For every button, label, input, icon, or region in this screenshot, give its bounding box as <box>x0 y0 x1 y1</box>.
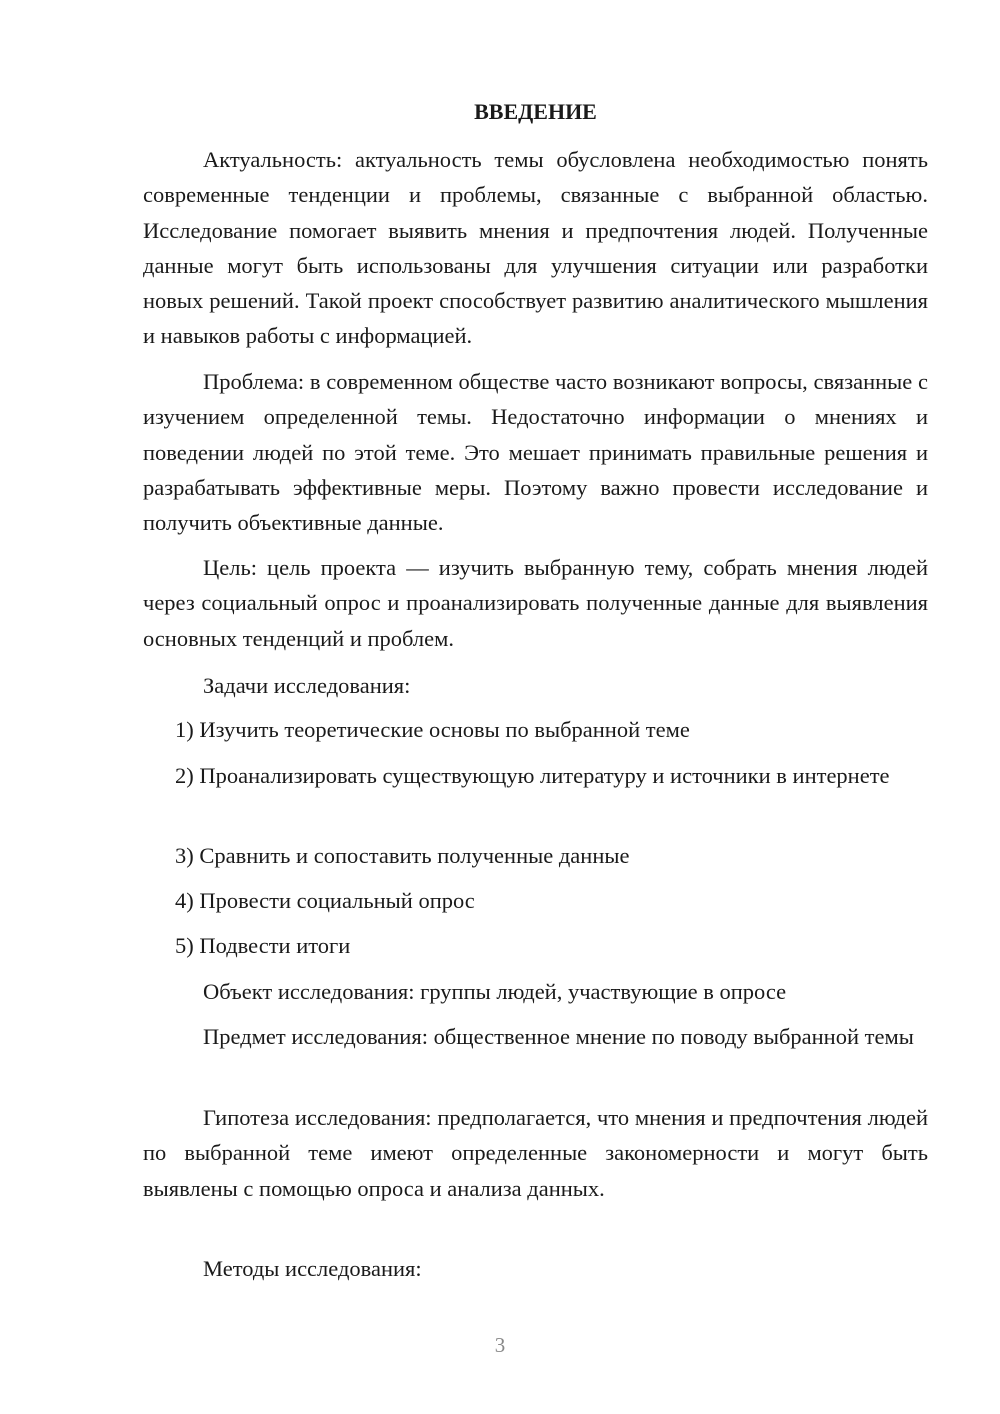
goal-paragraph: Цель: цель проекта — изучить выбранную тему, собрать мнения людей через социальный опрос и проанализировать полученные данные для выявления основных тенденций и проблем. <box>143 555 928 651</box>
task-item-4: 4) Провести социальный опрос <box>175 888 475 913</box>
task-item-3: 3) Сравнить и сопоставить полученные данные <box>175 843 630 868</box>
object-paragraph: Объект исследования: группы людей, участвующие в опросе <box>203 979 787 1004</box>
section-heading: ВВЕДЕНИЕ <box>474 99 597 124</box>
hypothesis-paragraph: Гипотеза исследования: предполагается, что мнения и предпочтения людей по выбранной теме имеют определенные закономерности и могут быть выявлены с помощью опроса и анализа данных. <box>143 1105 928 1201</box>
task-item-1: 1) Изучить теоретические основы по выбранной теме <box>175 717 690 742</box>
task-item-5: 5) Подвести итоги <box>175 933 351 958</box>
methods-heading: Методы исследования: <box>203 1256 422 1281</box>
subject-paragraph: Предмет исследования: общественное мнение по поводу выбранной темы <box>203 1024 914 1049</box>
task-item-2: 2) Проанализировать существующую литературу и источники в интернете <box>175 763 890 788</box>
problem-paragraph: Проблема: в современном обществе часто возникают вопросы, связанные с изучением определенной темы. Недостаточно информации о мнениях и поведении людей по этой теме. Это мешает принимать правильные решения и разрабатывать эффективные меры. Поэтому важно провести исследование и получить объективные данные. <box>143 369 928 536</box>
relevance-paragraph: Актуальность: актуальность темы обусловлена необходимостью понять современные тенденции и проблемы, связанные с выбранной областью. Исследование помогает выявить мнения и предпочтения людей. Полученные данные могут быть использованы для улучшения ситуации или разработки новых решений. Такой проект способствует развитию аналитического мышления и навыков работы с информацией. <box>143 147 928 349</box>
page-number: 3 <box>494 1333 506 1357</box>
tasks-heading: Задачи исследования: <box>203 673 411 698</box>
